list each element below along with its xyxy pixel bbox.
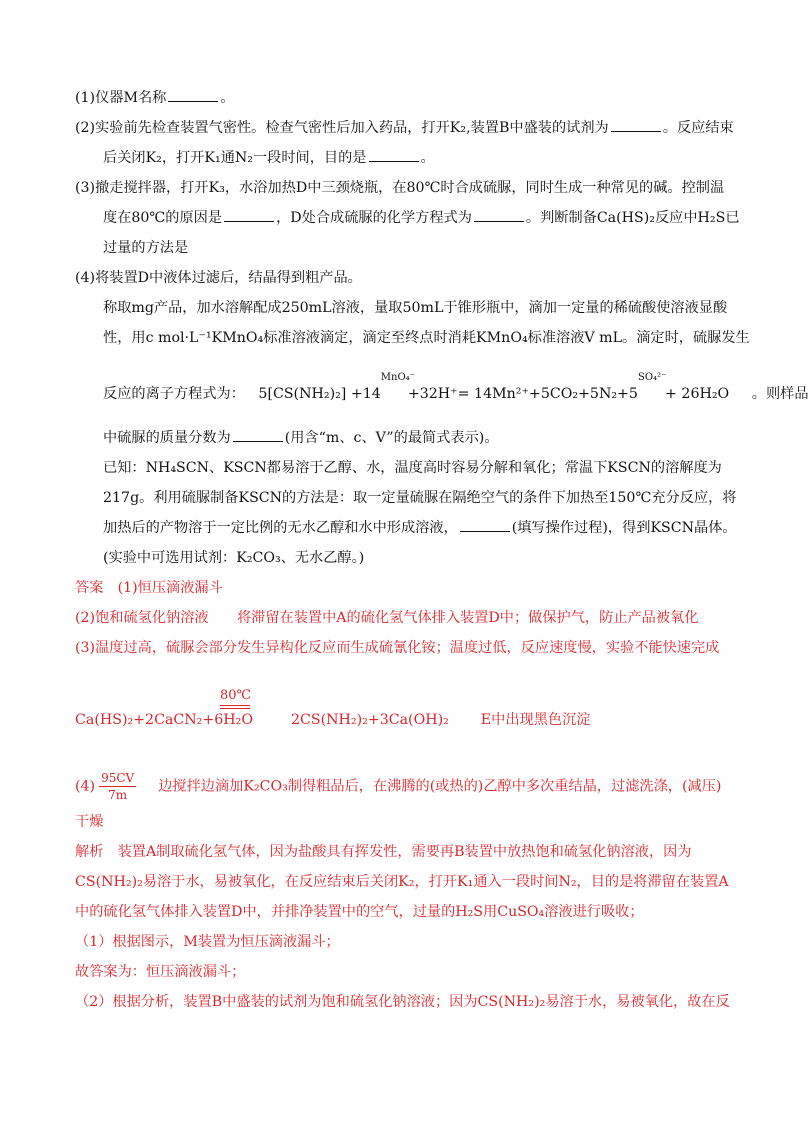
explanation-2: CS(NH₂)₂易溶于水，易被氧化，在反应结束后关闭K₂，打开K₁通入一段时间N₂，目的是将滞留在装置A	[75, 874, 729, 890]
answer-4-line-2: 干燥	[75, 814, 104, 830]
q4-line-3: 性，用c mol·L⁻¹KMnO₄标准溶液滴定，滴定至终点时消耗KMnO₄标准溶液V mL。滴定时，硫脲发生	[103, 330, 750, 346]
reaction-condition: 80℃	[220, 688, 252, 703]
answer-1: 答案 (1)恒压滴液漏斗	[75, 580, 223, 596]
answer-3: (3)温度过高，硫脲会部分发生异构化反应而生成硫氰化铵；温度过低，反应速度慢，实验不能快速完成	[75, 640, 720, 656]
q3-line-3: 过量的方法是	[103, 240, 189, 256]
q2-line-2: 后关闭K₂，打开K₁通N₂一段时间，目的是 。	[103, 150, 435, 166]
q4-line-9: (实验中可选用试剂：K₂CO₃、无水乙醇。)	[103, 550, 365, 566]
q4-line-5: 中硫脲的质量分数为 (用含“m、c、V”的最简式表示)。	[103, 430, 499, 446]
q3-line-2: 度在80℃的原因是 ，D处合成硫脲的化学方程式为 。判断制备Ca(HS)₂反应中H₂S已	[103, 210, 740, 226]
q4-line-7: 217g。利用硫脲制备KSCN的方法是：取一定量硫脲在隔绝空气的条件下加热至150℃充分反应，将	[103, 490, 737, 506]
explanation-6: （2）根据分析，装置B中盛装的试剂为饱和硫氢化钠溶液；因为CS(NH₂)₂易溶于水，易被氧化，故在反	[75, 994, 730, 1010]
q1-line: (1)仪器M名称 。	[75, 90, 235, 106]
answer-4: (4) $\frac{95CV}{7m}$ 边搅拌边滴加K₂CO₃制得粗品后，在沸腾的(或热的)乙醇中多次重结晶，过滤洗涤，(减压)	[75, 771, 722, 802]
explanation-3: 中的硫化氢气体排入装置D中，并排净装置中的空气，过量的H₂S用CuSO₄溶液进行吸收；	[75, 904, 644, 920]
ionic-equation: 反应的离子方程式为： 5[CS(NH₂)₂] +14 MnO₄⁻ +32H⁺= 14Mn²⁺+5CO₂+5N₂+5 SO₄²⁻ + 26H₂O 。则样品	[103, 372, 809, 402]
explanation-5: 故答案为：恒压滴液漏斗；	[75, 964, 246, 980]
mass-fraction: $\frac{95CV}{7m}$	[101, 771, 135, 802]
q4-line-2: 称取mg产品，加水溶解配成250mL溶液，量取50mL于锥形瓶中，滴加一定量的稀硫酸使溶液显酸	[103, 300, 728, 316]
explanation-1: 解析 装置A制取硫化氢气体，因为盐酸具有挥发性，需要再B装置中放热饱和硫氢化钠溶液，因为	[75, 844, 692, 860]
answer-2: (2)饱和硫氢化钠溶液 将滞留在装置中A的硫化氢气体排入装置D中；做保护气，防止产品被氧化	[75, 610, 699, 626]
answer-3-equation: Ca(HS)₂+2CaCN₂+6H₂O 2CS(NH₂)₂+3Ca(OH)₂ E中出现黑色沉淀	[75, 712, 591, 728]
equal-sign	[220, 705, 250, 709]
explanation-4: （1）根据图示，M装置为恒压滴液漏斗；	[75, 934, 340, 950]
q4-line: (4)将装置D中液体过滤后，结晶得到粗产品。	[75, 270, 362, 286]
q4-line-6: 已知：NH₄SCN、KSCN都易溶于乙醇、水，温度高时容易分解和氧化；常温下KSCN的溶解度为	[103, 460, 722, 476]
q4-line-8: 加热后的产物溶于一定比例的无水乙醇和水中形成溶液， (填写操作过程)，得到KSCN晶体。	[103, 520, 737, 536]
q2-line: (2)实验前先检查装置气密性。检查气密性后加入药品，打开K₂,装置B中盛装的试剂为 。反应结束	[75, 120, 734, 136]
q3-line: (3)撤走搅拌器，打开K₃，水浴加热D中三颈烧瓶，在80℃时合成硫脲，同时生成一种常见的碱。控制温	[75, 180, 725, 196]
